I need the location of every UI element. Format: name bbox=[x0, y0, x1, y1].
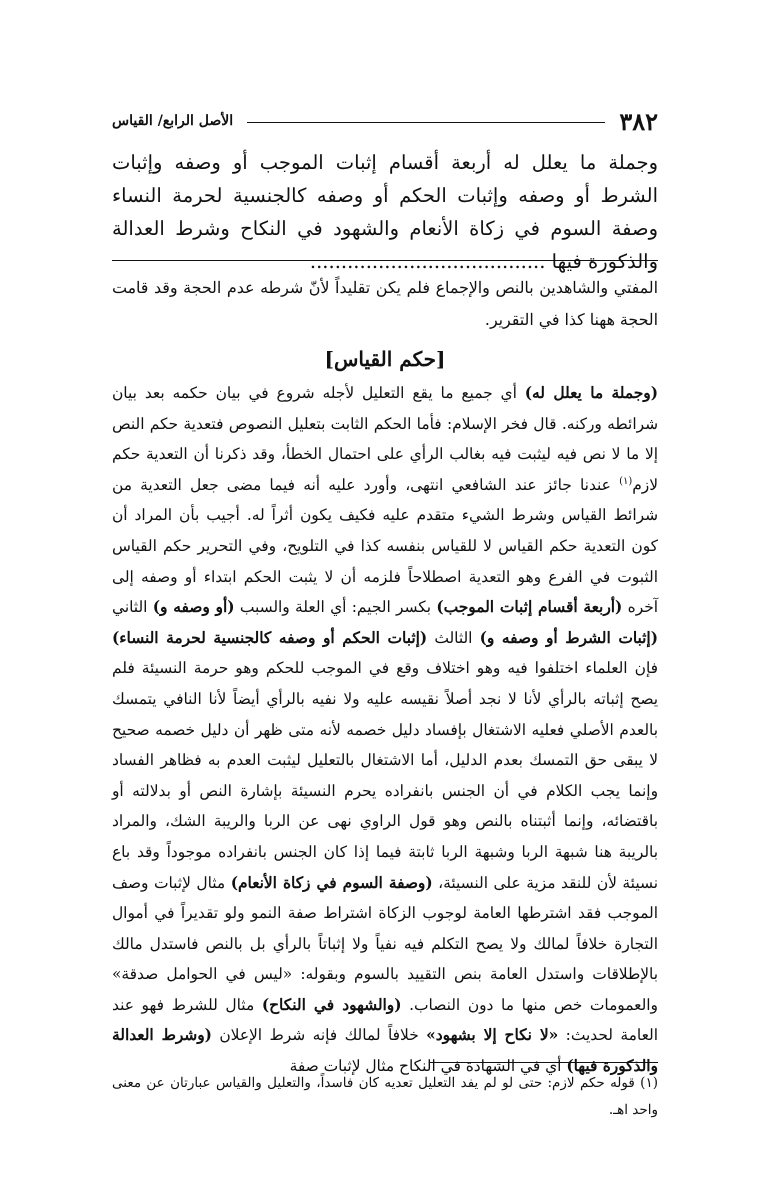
commentary-text: الثالث bbox=[427, 628, 480, 647]
quoted-phrase: (وجملة ما يعلل له) bbox=[524, 384, 658, 402]
footnote-reference[interactable]: (١) bbox=[619, 475, 633, 487]
footnote: (١) قوله حكم لازم: حتى لو لم يفد التعليل تعديه كان فاسداً، والتعليل والقياس عبارتان عن معنى واحد اهـ. bbox=[112, 1075, 658, 1118]
commentary-text: مثال لإثبات وصف الموجب فقد اشترطها العامة لوجوب الزكاة اشتراط صفة النمو ولو تقديراً في أموال التجارة خلافاً لمالك ولا يصح التكلم فيه نفياً ولا إثباتاً بالرأي بل بالنص فاستدل مالك بالإطلاقات واستدل العامة بنص التقييد بالسوم وبقوله: «ليس في الحوامل صدقة» والعمومات خص منها ما دون النصاب. bbox=[112, 873, 658, 1014]
quoted-phrase: (إثبات الحكم أو وصفه كالجنسية لحرمة النساء) bbox=[112, 628, 428, 647]
quoted-phrase: (وشرط العدالة والذكورة فيها) bbox=[112, 1026, 658, 1076]
commentary-text: خلافاً لمالك فإنه شرط الإعلان bbox=[211, 1026, 427, 1045]
quoted-phrase: (والشهود في النكاح) bbox=[261, 995, 402, 1014]
quoted-phrase: (أو وصفه و) bbox=[152, 598, 235, 617]
running-title: الأصل الرابع/ القياس bbox=[112, 113, 234, 129]
section-heading: [حكم القياس] bbox=[324, 347, 446, 371]
commentary-text: عندنا جائز عند الشافعي انتهى، وأورد عليه أنه فيما مضى جعل التعدية من شرائط القياس وشرط الشيء متقدم عليه فكيف يكون أثراً له. أجيب بأن المراد أن كون التعدية حكم القياس لا للقياس بنفسه كذا في التلويح، وفي التحرير حكم القياس الثبوت في الفرع وهو التعدية اصطلاحاً فلزمه أن لا يثبت الحكم ابتداء أو وصفه إلى آخره bbox=[112, 475, 659, 617]
commentary-text: أي في الشهادة في النكاح مثال لإثبات صفة bbox=[289, 1057, 567, 1076]
page-number: ٣٨٢ bbox=[619, 106, 658, 136]
quoted-phrase: (أربعة أقسام إثبات الموجب) bbox=[436, 598, 623, 617]
main-text-body: وجملة ما يعلل له أربعة أقسام إثبات الموجب أو وصفه وإثبات الشرط أو وصفه وإثبات الحكم أو وصفه كالجنسية لحرمة النساء وصفة السوم في زكاة الأنعام والشهود في النكاح وشرط العدالة والذكورة فيها bbox=[112, 151, 658, 273]
quoted-phrase: (إثبات الشرط أو وصفه و) bbox=[479, 628, 658, 647]
commentary-text: مثال للشرط فهو عند العامة لحديث: bbox=[112, 995, 658, 1045]
commentary-text: أي جميع ما يقع التعليل لأجله شروع في بيان حكمه بعد بيان شرائطه وركنه. قال فخر الإسلام: فأما الحكم الثابت بتعليل النصوص فتعدية حكم النص إلا ما لا نص فيه ليثبت فيه بغالب الرأي على احتمال الخطأ، وقد ذكرنا أن التعدية حكم لازم bbox=[112, 384, 658, 494]
commentary-text: فإن العلماء اختلفوا فيه وهو اختلاف وقع في الموجب للحكم وهو حرمة النسيئة فلم يصح إثباته بالرأي لأنا لا نجد أصلاً نقيسه عليه ولا نفيه بالرأي أيضاً لأنا النافي يتمسك بالعدم الأصلي فعليه الاشتغال بإفساد دليل خصمه لأنه متى ظهر أن دليل خصمه صحيح لا يبقى حق التمسك بعدم الدليل، أما الاشتغال بالتعليل ليثبت العدم به فظاهر الفساد وإنما يجب الكلام في أن الجنس بانفراده يحرم النسيئة بإشارة النص أو بدلالته أو باقتضائه، وإنما أثبتناه بالنص وهو قول الراوي نهى عن الربا والريبة الشك، والمراد بالريبة هنا شبهة الربا وشبهة الربا ثابتة فيما إذا كان الجنس بانفراده موجوداً وقد باع نسيئة لأن للنقد مزية على النسيئة، bbox=[112, 659, 658, 892]
commentary-text: الثاني bbox=[112, 598, 153, 617]
commentary bbox=[112, 378, 658, 1082]
footnote-rule bbox=[430, 1062, 658, 1063]
hadith-quote: «لا نكاح إلا بشهود» bbox=[426, 1026, 559, 1045]
quoted-phrase: (وصفة السوم في زكاة الأنعام) bbox=[230, 873, 433, 892]
page-header bbox=[112, 108, 658, 134]
main-text bbox=[112, 146, 658, 278]
carried-over-commentary: المفتي والشاهدين بالنص والإجماع فلم يكن تقليداً لأنّ شرطه عدم الحجة وقد قامت الحجة ههنا كذا في التقرير. bbox=[112, 278, 658, 329]
main-text-rule bbox=[112, 260, 658, 261]
header-rule bbox=[247, 122, 605, 123]
main-text-dots: ...................................... bbox=[309, 250, 546, 273]
commentary-text: بكسر الجيم: أي العلة والسبب bbox=[234, 598, 437, 617]
